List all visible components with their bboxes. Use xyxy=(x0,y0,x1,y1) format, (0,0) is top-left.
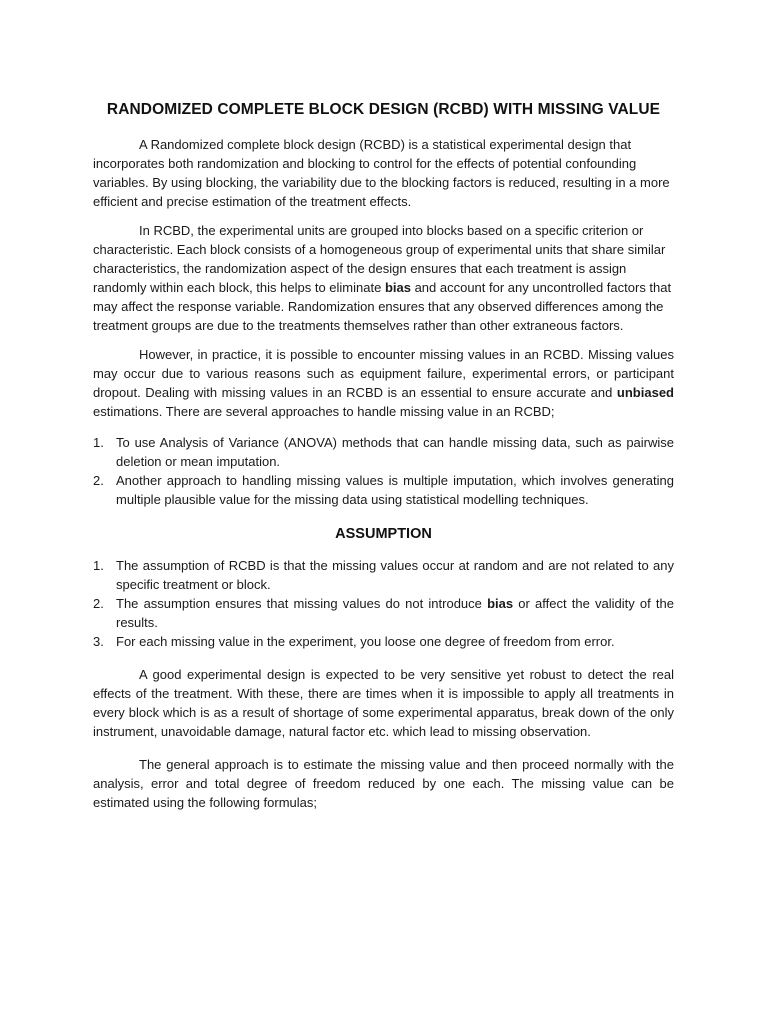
list-number: 1. xyxy=(93,558,104,573)
list-text: or affect the validity of the results. xyxy=(116,596,674,630)
list-text: Another approach to handling missing values is multiple imputation, which involves generating multiple plausible value for the missing data using statistical modelling techniques. xyxy=(116,473,674,507)
list-item xyxy=(93,433,674,471)
paragraph-intro: A Randomized complete block design (RCBD) is a statistical experimental design that incorporates both randomization and blocking to control for the effects of potential confounding variables. By using blocking, the variability due to the blocking factors is reduced, resulting in a more efficient and precise estimation of the treatment effects. xyxy=(93,137,670,209)
list-number: 2. xyxy=(93,596,104,611)
text-run: estimations. There are several approaches to handle missing value in an RCBD; xyxy=(93,404,555,419)
bold-term-unbiased: unbiased xyxy=(616,385,674,400)
assumption-list xyxy=(93,556,674,651)
paragraph-design-sensitivity: A good experimental design is expected to be very sensitive yet robust to detect the real effects of the treatment. With these, there are times when it is impossible to apply all treatments in every block which is as a result of shortage of some experimental apparatus, break down of the only instrument, unavoidable damage, natural factor etc. which lead to missing observation. xyxy=(93,667,674,739)
list-number: 2. xyxy=(93,473,104,488)
text-run: and account for any uncontrolled factors that may affect the response variable. Randomization ensures that any observed differences among the treatment groups are due to the treatments themselves rather than other extraneous factors. xyxy=(93,280,672,333)
text-run: In RCBD, the experimental units are grouped into blocks based on a specific criterion or characteristic. Each block consists of a homogeneous group of experimental units that share similar characteristics, the randomization aspect of the design ensures that each treatment is assign randomly within each block, this helps to eliminate xyxy=(93,223,666,295)
bold-term-bias: bias xyxy=(384,280,411,295)
document-title: RANDOMIZED COMPLETE BLOCK DESIGN (RCBD) WITH MISSING VALUE xyxy=(106,101,661,118)
bold-term-bias: bias xyxy=(487,596,514,611)
approaches-list xyxy=(93,433,674,509)
list-text: The assumption ensures that missing values do not introduce xyxy=(116,596,488,611)
assumption-heading: ASSUMPTION xyxy=(335,526,432,542)
paragraph-general-approach: The general approach is to estimate the missing value and then proceed normally with the analysis, error and total degree of freedom reduced by one each. The missing value can be estimated using the following formulas; xyxy=(93,757,674,810)
list-item xyxy=(93,556,674,594)
list-item xyxy=(93,471,674,509)
paragraph-rcbd-blocks xyxy=(93,221,674,335)
list-item xyxy=(93,594,674,632)
list-text: For each missing value in the experiment, you loose one degree of freedom from error. xyxy=(116,634,615,649)
list-item xyxy=(93,632,674,651)
list-number: 3. xyxy=(93,634,104,649)
list-text: The assumption of RCBD is that the missing values occur at random and are not related to any specific treatment or block. xyxy=(116,558,674,592)
paragraph-missing-values xyxy=(93,345,674,421)
list-number: 1. xyxy=(93,435,104,450)
list-text: To use Analysis of Variance (ANOVA) methods that can handle missing data, such as pairwise deletion or mean imputation. xyxy=(116,435,674,469)
text-run: However, in practice, it is possible to encounter missing values in an RCBD. Missing values may occur due to various reasons such as equipment failure, experimental errors, or participant dropout. Dealing with missing values in an RCBD is an essential to ensure accurate and xyxy=(93,347,674,400)
